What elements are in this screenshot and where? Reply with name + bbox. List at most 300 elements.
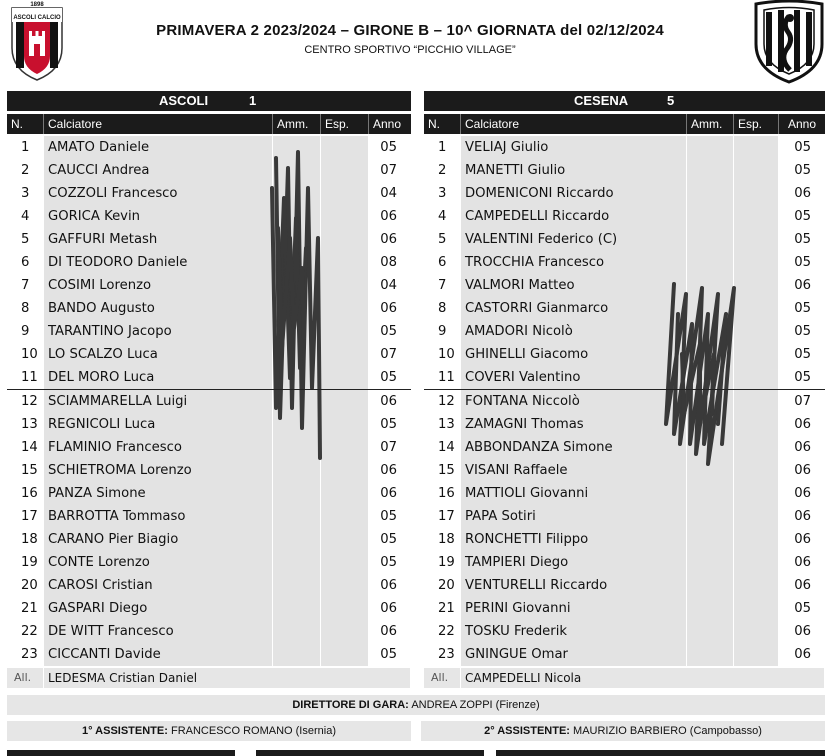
assistant-1-label: 1° ASSISTENTE: — [82, 725, 168, 737]
player-year: 05 — [779, 251, 825, 274]
player-number: 19 — [7, 551, 44, 574]
player-number: 12 — [7, 390, 44, 413]
away-team-name: CESENA — [574, 93, 629, 108]
player-name: GNINGUE Omar — [461, 643, 687, 666]
player-name: CAMPEDELLI Riccardo — [461, 205, 687, 228]
player-row — [424, 574, 825, 597]
player-amm — [687, 297, 734, 320]
player-name: COVERI Valentino — [461, 366, 687, 389]
player-name: AMATO Daniele — [44, 136, 273, 159]
assistant-1-row — [7, 721, 411, 741]
player-esp — [321, 528, 369, 551]
player-row — [7, 320, 411, 343]
player-row — [424, 413, 825, 436]
player-number: 22 — [7, 620, 44, 643]
assistant-2-label: 2° ASSISTENTE: — [484, 725, 570, 737]
player-name: PAPA Sotiri — [461, 505, 687, 528]
player-name: CICCANTI Davide — [44, 643, 273, 666]
col-esp: Esp. — [321, 114, 369, 134]
player-year: 04 — [369, 274, 411, 297]
player-esp — [734, 228, 779, 251]
player-name: PANZA Simone — [44, 482, 273, 505]
player-name: SCHIETROMA Lorenzo — [44, 459, 273, 482]
player-number: 9 — [424, 320, 461, 343]
player-amm — [687, 551, 734, 574]
player-row — [424, 390, 825, 413]
player-name: TARANTINO Jacopo — [44, 320, 273, 343]
player-amm — [273, 274, 321, 297]
player-amm — [273, 597, 321, 620]
player-name: PERINI Giovanni — [461, 597, 687, 620]
player-row — [7, 482, 411, 505]
player-esp — [321, 205, 369, 228]
player-number: 7 — [7, 274, 44, 297]
player-esp — [734, 182, 779, 205]
home-player-rows — [7, 136, 411, 666]
player-esp — [321, 366, 369, 389]
player-amm — [687, 459, 734, 482]
player-esp — [734, 274, 779, 297]
venue-subtitle: CENTRO SPORTIVO “PICCHIO VILLAGE” — [304, 44, 516, 56]
ascoli-logo-text: ASCOLI CALCIO — [13, 15, 61, 21]
player-row — [424, 297, 825, 320]
home-column-headers — [7, 114, 411, 134]
player-number: 18 — [424, 528, 461, 551]
player-year: 05 — [779, 597, 825, 620]
away-team-score: 5 — [667, 93, 675, 108]
player-name: CARANO Pier Biagio — [44, 528, 273, 551]
home-team-name: ASCOLI — [159, 93, 209, 108]
player-year: 06 — [779, 528, 825, 551]
player-amm — [273, 436, 321, 459]
player-year: 06 — [779, 643, 825, 666]
player-number: 12 — [424, 390, 461, 413]
away-coach-name: CAMPEDELLI Nicola — [461, 668, 825, 688]
player-amm — [273, 643, 321, 666]
player-row — [7, 459, 411, 482]
player-year: 06 — [369, 390, 411, 413]
player-amm — [687, 274, 734, 297]
player-row — [424, 505, 825, 528]
player-row — [7, 436, 411, 459]
player-name: BARROTTA Tommaso — [44, 505, 273, 528]
player-esp — [321, 136, 369, 159]
player-number: 15 — [7, 459, 44, 482]
away-coach-label: All. — [424, 668, 461, 688]
player-amm — [273, 205, 321, 228]
player-number: 17 — [424, 505, 461, 528]
player-esp — [734, 343, 779, 366]
player-esp — [321, 297, 369, 320]
player-row — [7, 228, 411, 251]
player-number: 3 — [7, 182, 44, 205]
player-number: 7 — [424, 274, 461, 297]
player-amm — [273, 343, 321, 366]
player-amm — [687, 182, 734, 205]
player-name: BANDO Augusto — [44, 297, 273, 320]
player-esp — [734, 390, 779, 413]
assistant-1-name: FRANCESCO ROMANO (Isernia) — [170, 725, 336, 737]
player-row — [7, 343, 411, 366]
player-name: DI TEODORO Daniele — [44, 251, 273, 274]
player-esp — [734, 159, 779, 182]
player-esp — [321, 459, 369, 482]
player-row — [424, 159, 825, 182]
away-coach-row — [424, 668, 825, 688]
player-number: 16 — [424, 482, 461, 505]
player-amm — [273, 482, 321, 505]
away-team-table — [424, 91, 825, 688]
player-name: FLAMINIO Francesco — [44, 436, 273, 459]
home-team-score: 1 — [249, 93, 257, 108]
player-year: 05 — [779, 205, 825, 228]
player-row — [424, 459, 825, 482]
player-number: 21 — [7, 597, 44, 620]
player-row — [424, 482, 825, 505]
player-esp — [734, 436, 779, 459]
player-row — [424, 620, 825, 643]
player-number: 3 — [424, 182, 461, 205]
player-row — [7, 205, 411, 228]
player-number: 5 — [7, 228, 44, 251]
player-number: 9 — [7, 320, 44, 343]
player-year: 06 — [779, 551, 825, 574]
player-row — [7, 528, 411, 551]
player-year: 05 — [369, 366, 411, 389]
referee-name: ANDREA ZOPPI (Firenze) — [411, 699, 540, 711]
player-row — [7, 574, 411, 597]
player-year: 06 — [779, 274, 825, 297]
player-amm — [687, 320, 734, 343]
player-esp — [321, 574, 369, 597]
player-year: 07 — [369, 159, 411, 182]
player-amm — [687, 620, 734, 643]
player-amm — [687, 643, 734, 666]
player-name: CONTE Lorenzo — [44, 551, 273, 574]
player-year: 05 — [779, 366, 825, 389]
player-name: FONTANA Niccolò — [461, 390, 687, 413]
player-year: 06 — [369, 482, 411, 505]
player-esp — [734, 597, 779, 620]
player-number: 11 — [424, 366, 461, 389]
player-amm — [687, 366, 734, 389]
player-amm — [687, 413, 734, 436]
player-name: CASTORRI Gianmarco — [461, 297, 687, 320]
col-year: Anno — [373, 117, 402, 131]
player-row — [7, 551, 411, 574]
player-amm — [687, 390, 734, 413]
player-row — [7, 620, 411, 643]
player-name: TROCCHIA Francesco — [461, 251, 687, 274]
player-number: 16 — [7, 482, 44, 505]
player-number: 4 — [424, 205, 461, 228]
player-name: ABBONDANZA Simone — [461, 436, 687, 459]
player-esp — [734, 136, 779, 159]
player-year: 05 — [369, 136, 411, 159]
player-number: 2 — [424, 159, 461, 182]
player-esp — [734, 297, 779, 320]
player-amm — [273, 228, 321, 251]
player-number: 6 — [424, 251, 461, 274]
assistant-2-row — [421, 721, 825, 741]
player-esp — [321, 251, 369, 274]
player-amm — [273, 551, 321, 574]
player-number: 17 — [7, 505, 44, 528]
player-row — [424, 436, 825, 459]
player-row — [424, 320, 825, 343]
player-name: CAROSI Cristian — [44, 574, 273, 597]
player-row — [424, 251, 825, 274]
ascoli-logo-year: 1898 — [30, 2, 44, 8]
player-name: DE WITT Francesco — [44, 620, 273, 643]
player-amm — [687, 597, 734, 620]
player-row — [7, 274, 411, 297]
player-amm — [687, 505, 734, 528]
player-amm — [273, 505, 321, 528]
home-coach-label: All. — [7, 668, 44, 688]
player-amm — [273, 620, 321, 643]
player-name: LO SCALZO Luca — [44, 343, 273, 366]
player-esp — [321, 159, 369, 182]
player-amm — [273, 366, 321, 389]
player-year: 05 — [369, 551, 411, 574]
player-amm — [687, 528, 734, 551]
player-amm — [687, 228, 734, 251]
player-year: 06 — [779, 505, 825, 528]
away-team-header — [424, 91, 825, 111]
player-name: GHINELLI Giacomo — [461, 343, 687, 366]
player-esp — [321, 413, 369, 436]
referee-row — [7, 695, 825, 715]
player-name: AMADORI Nicolò — [461, 320, 687, 343]
away-column-headers — [424, 114, 825, 134]
player-year: 06 — [369, 620, 411, 643]
player-esp — [734, 205, 779, 228]
player-esp — [734, 528, 779, 551]
player-year: 05 — [369, 413, 411, 436]
player-number: 13 — [424, 413, 461, 436]
col-year: Anno — [787, 117, 817, 131]
player-name: COZZOLI Francesco — [44, 182, 273, 205]
player-year: 06 — [369, 205, 411, 228]
bottom-bar-1 — [7, 750, 235, 756]
player-amm — [687, 136, 734, 159]
player-year: 07 — [369, 436, 411, 459]
player-number: 14 — [424, 436, 461, 459]
player-esp — [734, 551, 779, 574]
player-row — [424, 643, 825, 666]
player-row — [424, 228, 825, 251]
player-esp — [734, 251, 779, 274]
player-year: 06 — [779, 436, 825, 459]
home-team-header — [7, 91, 411, 111]
player-number: 4 — [7, 205, 44, 228]
player-year: 06 — [779, 182, 825, 205]
player-number: 20 — [424, 574, 461, 597]
player-esp — [321, 597, 369, 620]
player-year: 06 — [369, 228, 411, 251]
cesena-logo — [752, 0, 826, 84]
player-esp — [321, 482, 369, 505]
player-year: 07 — [369, 343, 411, 366]
home-coach-row — [7, 668, 411, 688]
player-row — [7, 136, 411, 159]
player-esp — [321, 436, 369, 459]
home-coach-name: LEDESMA Cristian Daniel — [44, 668, 411, 688]
player-amm — [273, 320, 321, 343]
col-number: N. — [424, 114, 461, 134]
player-number: 18 — [7, 528, 44, 551]
player-year: 08 — [369, 251, 411, 274]
player-year: 05 — [779, 159, 825, 182]
player-amm — [687, 343, 734, 366]
player-number: 14 — [7, 436, 44, 459]
player-esp — [321, 182, 369, 205]
player-row — [424, 597, 825, 620]
player-number: 1 — [7, 136, 44, 159]
player-year: 06 — [369, 597, 411, 620]
player-row — [424, 274, 825, 297]
player-name: GASPARI Diego — [44, 597, 273, 620]
player-esp — [321, 343, 369, 366]
player-name: GORICA Kevin — [44, 205, 273, 228]
player-year: 07 — [779, 390, 825, 413]
player-row — [7, 643, 411, 666]
player-amm — [687, 251, 734, 274]
player-esp — [321, 320, 369, 343]
player-year: 05 — [779, 136, 825, 159]
player-number: 23 — [424, 643, 461, 666]
player-esp — [734, 643, 779, 666]
player-amm — [687, 159, 734, 182]
player-amm — [687, 574, 734, 597]
player-esp — [734, 620, 779, 643]
player-year: 05 — [369, 320, 411, 343]
player-row — [424, 528, 825, 551]
player-amm — [687, 205, 734, 228]
player-name: TAMPIERI Diego — [461, 551, 687, 574]
player-year: 06 — [779, 574, 825, 597]
player-name: VENTURELLI Riccardo — [461, 574, 687, 597]
player-row — [424, 182, 825, 205]
player-name: DEL MORO Luca — [44, 366, 273, 389]
player-esp — [321, 551, 369, 574]
player-name: REGNICOLI Luca — [44, 413, 273, 436]
player-year: 06 — [779, 482, 825, 505]
ascoli-logo — [8, 0, 66, 82]
player-row — [7, 251, 411, 274]
home-team-table — [7, 91, 411, 688]
player-year: 06 — [779, 459, 825, 482]
player-name: SCIAMMARELLA Luigi — [44, 390, 273, 413]
player-year: 06 — [369, 297, 411, 320]
player-year: 05 — [369, 528, 411, 551]
player-number: 20 — [7, 574, 44, 597]
player-amm — [687, 482, 734, 505]
player-name: MATTIOLI Giovanni — [461, 482, 687, 505]
player-esp — [321, 274, 369, 297]
player-row — [7, 597, 411, 620]
player-name: VALMORI Matteo — [461, 274, 687, 297]
player-number: 15 — [424, 459, 461, 482]
col-esp: Esp. — [734, 114, 779, 134]
player-number: 21 — [424, 597, 461, 620]
player-number: 6 — [7, 251, 44, 274]
player-esp — [321, 505, 369, 528]
player-esp — [734, 413, 779, 436]
player-name: TOSKU Frederik — [461, 620, 687, 643]
player-name: CAUCCI Andrea — [44, 159, 273, 182]
player-amm — [273, 574, 321, 597]
player-number: 23 — [7, 643, 44, 666]
player-amm — [273, 251, 321, 274]
player-number: 5 — [424, 228, 461, 251]
player-amm — [273, 159, 321, 182]
player-name: VALENTINI Federico (C) — [461, 228, 687, 251]
player-number: 1 — [424, 136, 461, 159]
player-esp — [321, 228, 369, 251]
player-number: 10 — [424, 343, 461, 366]
player-amm — [273, 182, 321, 205]
player-name: COSIMI Lorenzo — [44, 274, 273, 297]
player-row — [424, 551, 825, 574]
player-row — [424, 136, 825, 159]
player-year: 05 — [369, 643, 411, 666]
player-row — [7, 159, 411, 182]
player-amm — [273, 528, 321, 551]
player-year: 05 — [779, 320, 825, 343]
player-row — [424, 343, 825, 366]
assistant-2-name: MAURIZIO BARBIERO (Campobasso) — [573, 725, 762, 737]
player-esp — [734, 505, 779, 528]
player-name: ZAMAGNI Thomas — [461, 413, 687, 436]
player-year: 05 — [779, 228, 825, 251]
player-year: 05 — [779, 343, 825, 366]
player-esp — [321, 390, 369, 413]
player-year: 05 — [779, 297, 825, 320]
player-esp — [734, 320, 779, 343]
player-esp — [734, 574, 779, 597]
col-player: Calciatore — [44, 114, 273, 134]
player-row — [7, 390, 411, 413]
referee-label: DIRETTORE DI GARA: — [292, 699, 409, 711]
player-row — [7, 182, 411, 205]
player-year: 06 — [779, 413, 825, 436]
col-player: Calciatore — [461, 114, 687, 134]
player-number: 19 — [424, 551, 461, 574]
player-row — [7, 413, 411, 436]
player-name: MANETTI Giulio — [461, 159, 687, 182]
player-number: 22 — [424, 620, 461, 643]
player-year: 06 — [369, 574, 411, 597]
player-amm — [687, 436, 734, 459]
player-name: GAFFURI Metash — [44, 228, 273, 251]
player-amm — [273, 459, 321, 482]
player-number: 8 — [7, 297, 44, 320]
player-number: 13 — [7, 413, 44, 436]
player-amm — [273, 390, 321, 413]
player-name: VISANI Raffaele — [461, 459, 687, 482]
player-year: 06 — [779, 620, 825, 643]
player-number: 11 — [7, 366, 44, 389]
player-amm — [273, 413, 321, 436]
col-amm: Amm. — [687, 114, 734, 134]
player-esp — [734, 459, 779, 482]
player-name: VELIAJ Giulio — [461, 136, 687, 159]
bottom-bar-3 — [496, 750, 825, 756]
player-esp — [321, 643, 369, 666]
page-title: PRIMAVERA 2 2023/2024 – GIRONE B – 10^ GIORNATA del 02/12/2024 — [156, 22, 664, 39]
